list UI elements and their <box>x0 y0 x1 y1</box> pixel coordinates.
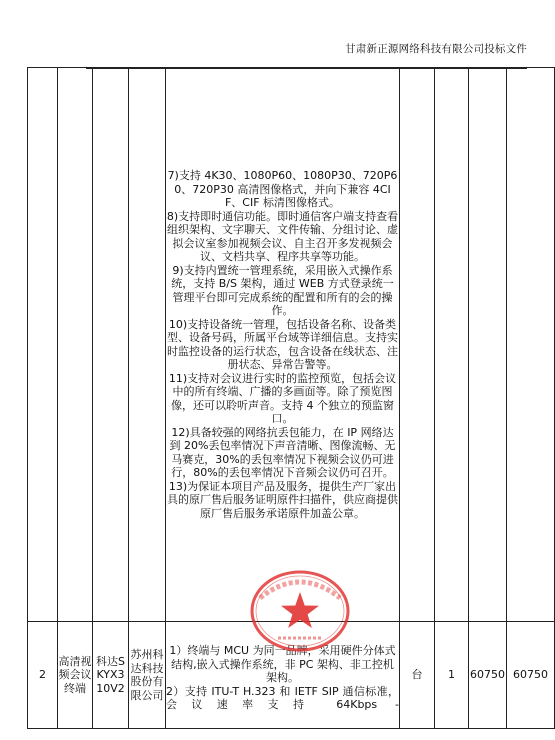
cell-specs <box>166 68 400 622</box>
cell-model: 科达SKYX310V2 <box>93 622 129 729</box>
cell-specs <box>166 622 400 729</box>
cell-maker: 苏州科达科技股份有限公司 <box>129 622 166 729</box>
spec-item: 11)支持对会议进行实时的监控预览，包括会议中的所有终端、广播的多画面等。除了预览图像，还可以聆听声音。支持 4 个独立的预监窗口。 <box>168 371 397 425</box>
spec-item: 13)为保证本项目产品及服务，提供生产厂家出具的原厂售后服务证明原件扫描件，供应商提供原厂售后服务承诺原件加盖公章。 <box>167 479 398 520</box>
cell-total: 60750 <box>507 622 555 729</box>
cell-name: 高清视频会议终端 <box>58 622 93 729</box>
table-row <box>28 68 555 622</box>
spec-item: 7)支持 4K30、1080P60、1080P30、720P60、720P30 高清图像格式，并向下兼容 4CIF、CIF 标清图像格式。 <box>167 169 398 209</box>
cell-unit <box>400 68 435 622</box>
spec-item: 1）终端与 MCU 为同一品牌，采用硬件分体式结构,嵌入式操作系统，非 PC 架构、非工控机架构。 <box>169 644 396 685</box>
document-header: 甘肃新正源网络科技有限公司投标文件 <box>345 43 527 55</box>
table-row <box>28 622 555 729</box>
cell-price: 60750 <box>469 622 507 729</box>
spec-item: 12)具备较强的网络抗丢包能力，在 IP 网络达到 20%丢包率情况下声音清晰、图像流畅、无马赛克，30%的丢包率情况下视频会议仍可进行，80%的丢包率情况下音频会议仍可召开。 <box>169 425 396 479</box>
spec-item: 2）支持 ITU-T H.323 和 IETF SIP 通信标准，会议速率支持 64Kbps - <box>166 684 399 712</box>
cell-total <box>507 68 555 622</box>
cell-price <box>469 68 507 622</box>
cell-name <box>58 68 93 622</box>
spec-item: 10)支持设备统一管理，包括设备名称、设备类型、设备号码，所属平台域等详细信息。支持实时监控设备的运行状态，包含设备在线状态、注册状态、异常告警等。 <box>167 317 398 371</box>
cell-model <box>93 68 129 622</box>
cell-qty: 1 <box>435 622 469 729</box>
cell-no <box>28 68 58 622</box>
cell-qty <box>435 68 469 622</box>
cell-unit: 台 <box>400 622 435 729</box>
specification-table <box>27 67 555 729</box>
cell-maker <box>129 68 166 622</box>
cell-no: 2 <box>28 622 58 729</box>
spec-item: 8)支持即时通信功能。即时通信客户端支持查看组织架构、文字聊天、文件传输、分组讨论、虚拟会议室参加视频会议、自主召开多发视频会议、文档共享、程序共享等功能。 <box>166 209 399 263</box>
spec-item: 9)支持内置统一管理系统，采用嵌入式操作系统，支持 B/S 架构，通过 WEB 方式登录统一管理平台即可完成系统的配置和所有的会的操作。 <box>171 263 394 317</box>
